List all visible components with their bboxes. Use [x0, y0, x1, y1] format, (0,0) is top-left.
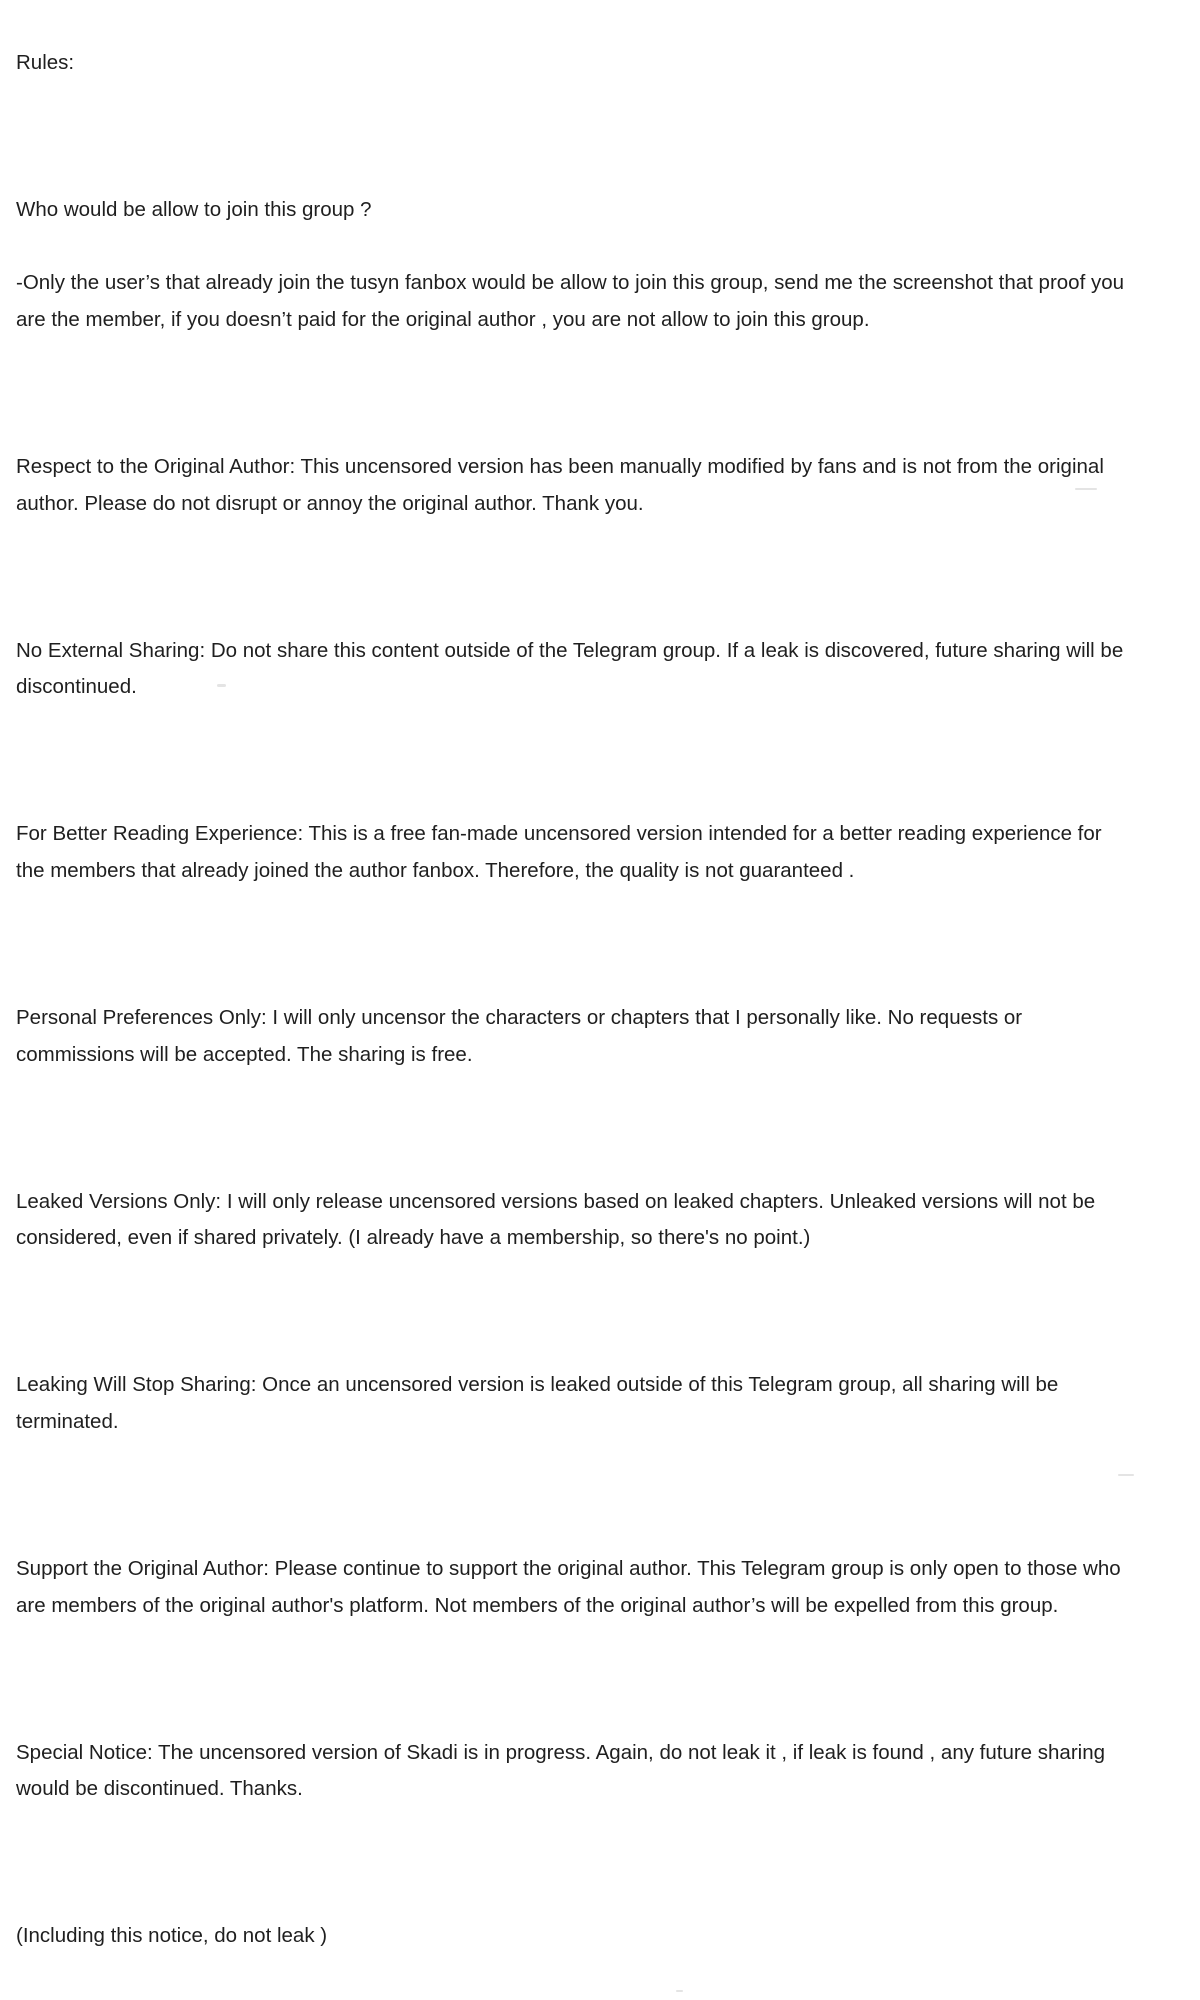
paragraph-who-can-join-line-1: Who would be allow to join this group ?	[16, 198, 372, 221]
paragraph-better-reading-line-2: the members that already joined the author fanbox. Therefore, the quality is not guaranteed .	[16, 859, 855, 882]
paragraph-special-notice-line-1: Special Notice: The uncensored version of Skadi is in progress. Again, do not leak it , if leak is found , any future sharing	[16, 1741, 1106, 1764]
document-heading: Rules:	[16, 51, 75, 74]
paragraph-leaking-stops-sharing-line-1: Leaking Will Stop Sharing: Once an uncensored version is leaked outside of this Telegram group, all sharing will be	[16, 1373, 1059, 1396]
paragraph-no-external-sharing-line-2: discontinued.	[16, 675, 137, 698]
paragraph-member-requirement-line-1: -Only the user’s that already join the tusyn fanbox would be allow to join this group, send me the screenshot that proof you	[16, 271, 1125, 294]
scan-speck	[1075, 488, 1097, 490]
paragraph-special-notice-line-2: would be discontinued. Thanks.	[16, 1777, 303, 1800]
paragraph-support-original-author-line-1: Support the Original Author: Please continue to support the original author. This Telegram group is only open to those who	[16, 1557, 1121, 1580]
paragraph-personal-preferences-line-1: Personal Preferences Only: I will only uncensor the characters or chapters that I personally like. No requests or	[16, 1006, 1023, 1029]
paragraph-no-external-sharing-line-1: No External Sharing: Do not share this content outside of the Telegram group. If a leak is discovered, future sharing will be	[16, 639, 1124, 662]
paragraph-leaked-versions-line-1: Leaked Versions Only: I will only release uncensored versions based on leaked chapters. Unleaked versions will not be	[16, 1190, 1096, 1213]
paragraph-closing-note-line-1: (Including this notice, do not leak )	[16, 1924, 328, 1947]
paragraph-support-original-author-line-2: are members of the original author's platform. Not members of the original author’s will be expelled from this group.	[16, 1594, 1059, 1617]
paragraph-respect-original-author-line-2: author. Please do not disrupt or annoy the original author. Thank you.	[16, 492, 644, 515]
scan-speck	[1118, 1474, 1134, 1476]
scan-speck	[676, 1990, 683, 1992]
paragraph-respect-original-author-line-1: Respect to the Original Author: This uncensored version has been manually modified by fans and is not from the original	[16, 455, 1104, 478]
paragraph-better-reading-line-1: For Better Reading Experience: This is a free fan-made uncensored version intended for a better reading experience for	[16, 822, 1102, 845]
scan-speck	[217, 684, 226, 687]
paragraph-leaked-versions-line-2: considered, even if shared privately. (I already have a membership, so there's no point.)	[16, 1226, 811, 1249]
paragraph-personal-preferences-line-2: commissions will be accepted. The sharing is free.	[16, 1043, 473, 1066]
paragraph-member-requirement-line-2: are the member, if you doesn’t paid for the original author , you are not allow to join this group.	[16, 308, 870, 331]
paragraph-leaking-stops-sharing-line-2: terminated.	[16, 1410, 119, 1433]
